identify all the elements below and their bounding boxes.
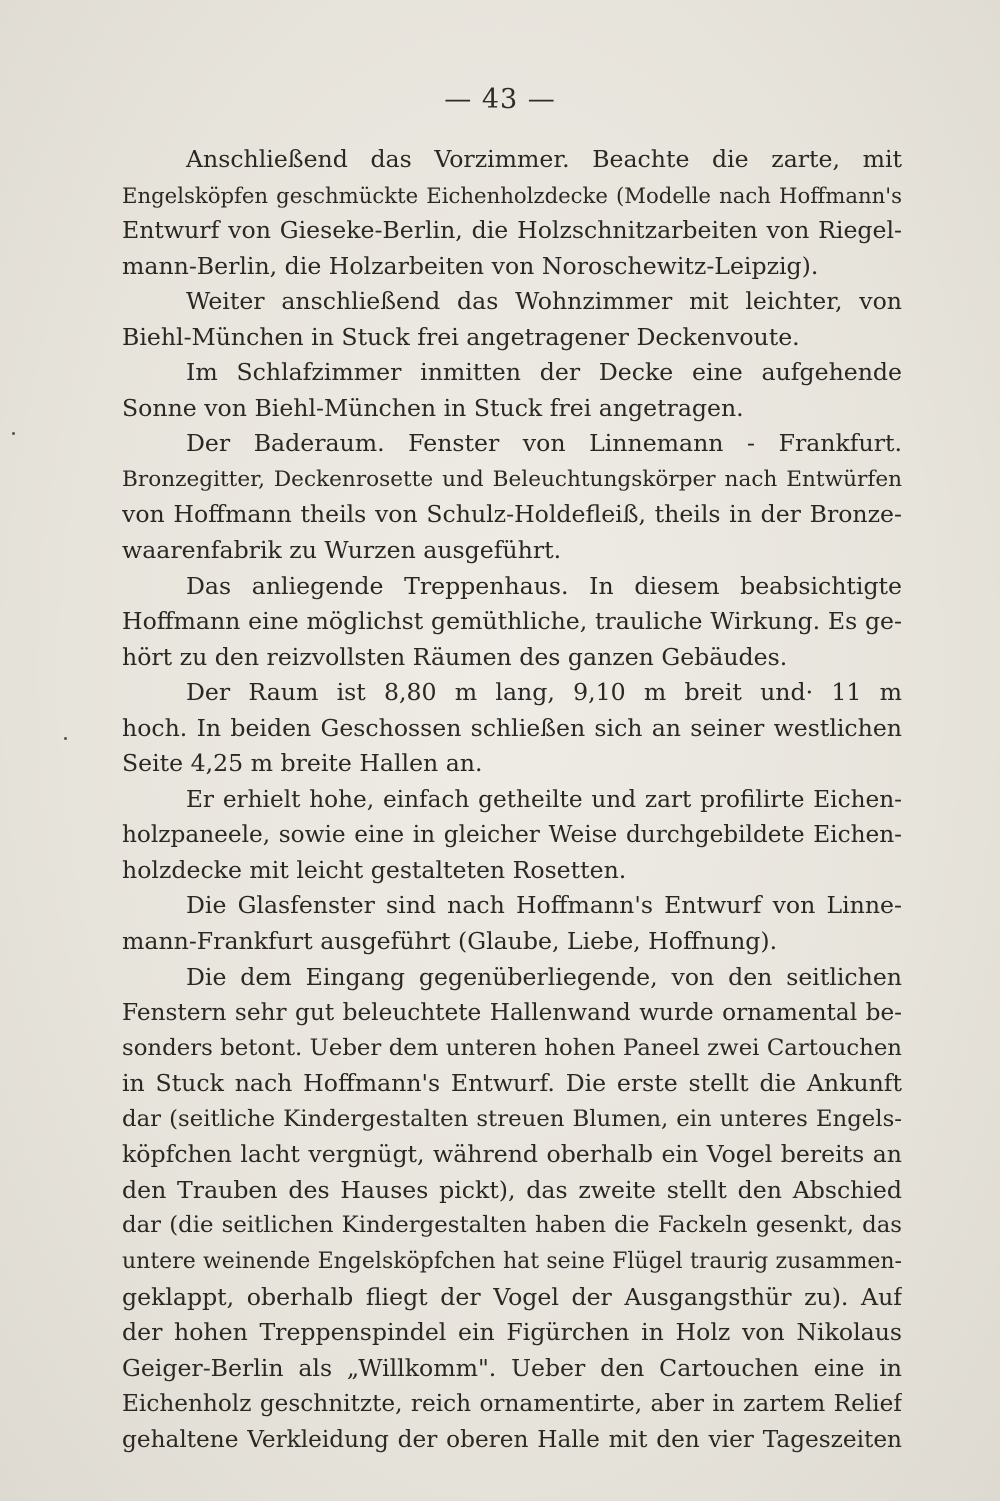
text-line: Biehl-München in Stuck frei angetragener Deckenvoute. — [122, 322, 800, 351]
text-line: dar (seitliche Kindergestalten streuen Blumen, ein unteres Engels- — [122, 1105, 902, 1132]
text-line: Weiter anschließend das Wohnzimmer mit leichter, von — [186, 287, 902, 316]
text-line: Der Baderaum. Fenster von Linnemann - Frankfurt. — [186, 429, 902, 458]
text-line: mann-Berlin, die Holzarbeiten von Noroschewitz-Leipzig). — [122, 251, 819, 280]
text-line: Anschließend das Vorzimmer. Beachte die zarte, mit — [186, 145, 902, 173]
text-line: Im Schlafzimmer inmitten der Decke eine aufgehende — [186, 358, 902, 387]
text-line: Sonne von Biehl-München in Stuck frei angetragen. — [122, 393, 744, 422]
text-line: Bronzegitter, Deckenrosette und Beleuchtungskörper nach Entwürfen — [122, 466, 902, 492]
text-line: Fenstern sehr gut beleuchtete Hallenwand wurde ornamental be- — [122, 999, 902, 1027]
text-line: köpfchen lacht vergnügt, während oberhalb ein Vogel bereits an — [122, 1140, 902, 1169]
text-line: der hohen Treppenspindel ein Figürchen in Holz von Nikolaus — [122, 1318, 902, 1347]
text-line: untere weinende Engelsköpfchen hat seine Flügel traurig zusammen- — [122, 1248, 902, 1274]
text-line: Der Raum ist 8,80 m lang, 9,10 m breit und· 11 m — [186, 678, 902, 707]
text-line: von Hoffmann theils von Schulz-Holdefleiß, theils in der Bronze- — [122, 500, 902, 529]
text-line: den Trauben des Hauses pickt), das zweite stellt den Abschied — [122, 1175, 902, 1204]
text-line: geklappt, oberhalb fliegt der Vogel der Ausgangsthür zu). Auf — [122, 1282, 902, 1311]
text-line: Er erhielt hohe, einfach getheilte und zart profilirte Eichen- — [186, 785, 902, 813]
text-line: Seite 4,25 m breite Hallen an. — [122, 749, 483, 778]
text-line: Geiger-Berlin als „Willkomm". Ueber den Cartouchen eine in — [122, 1353, 902, 1382]
text-line: holzpaneele, sowie eine in gleicher Weise durchgebildete Eichen- — [122, 821, 902, 849]
text-line: holzdecke mit leicht gestalteten Rosetten. — [122, 855, 627, 884]
text-line: Die Glasfenster sind nach Hoffmann's Entwurf von Linne- — [186, 891, 902, 920]
text-line: Engelsköpfen geschmückte Eichenholzdecke (Modelle nach Hoffmann's — [122, 182, 902, 208]
text-line: mann-Frankfurt ausgeführt (Glaube, Liebe, Hoffnung). — [122, 927, 778, 956]
text-line: Eichenholz geschnitzte, reich ornamentirte, aber in zartem Relief — [122, 1390, 902, 1418]
text-line: dar (die seitlichen Kindergestalten haben die Fackeln gesenkt, das — [122, 1212, 902, 1239]
text-line: Hoffmann eine möglichst gemüthliche, trauliche Wirkung. Es ge- — [122, 607, 902, 636]
text-line: hoch. In beiden Geschossen schließen sich an seiner westlichen — [122, 713, 902, 742]
page-number: — 43 — — [444, 84, 556, 115]
text-line: Das anliegende Treppenhaus. In diesem beabsichtigte — [186, 571, 902, 600]
text-line: in Stuck nach Hoffmann's Entwurf. Die erste stellt die Ankunft — [122, 1069, 902, 1098]
text-line: Entwurf von Gieseke-Berlin, die Holzschnitzarbeiten von Riegel- — [122, 216, 902, 245]
text-line: Die dem Eingang gegenüberliegende, von den seitlichen — [186, 962, 902, 991]
text-line: hört zu den reizvollsten Räumen des ganzen Gebäudes. — [122, 642, 788, 671]
text-line: sonders betont. Ueber dem unteren hohen Paneel zwei Cartouchen — [122, 1034, 902, 1061]
text-line: gehaltene Verkleidung der oberen Halle mit den vier Tageszeiten — [122, 1425, 902, 1453]
margin-speck — [12, 432, 15, 435]
body-text — [122, 142, 902, 1457]
margin-speck — [64, 737, 67, 740]
text-line: waarenfabrik zu Wurzen ausgeführt. — [122, 536, 562, 565]
